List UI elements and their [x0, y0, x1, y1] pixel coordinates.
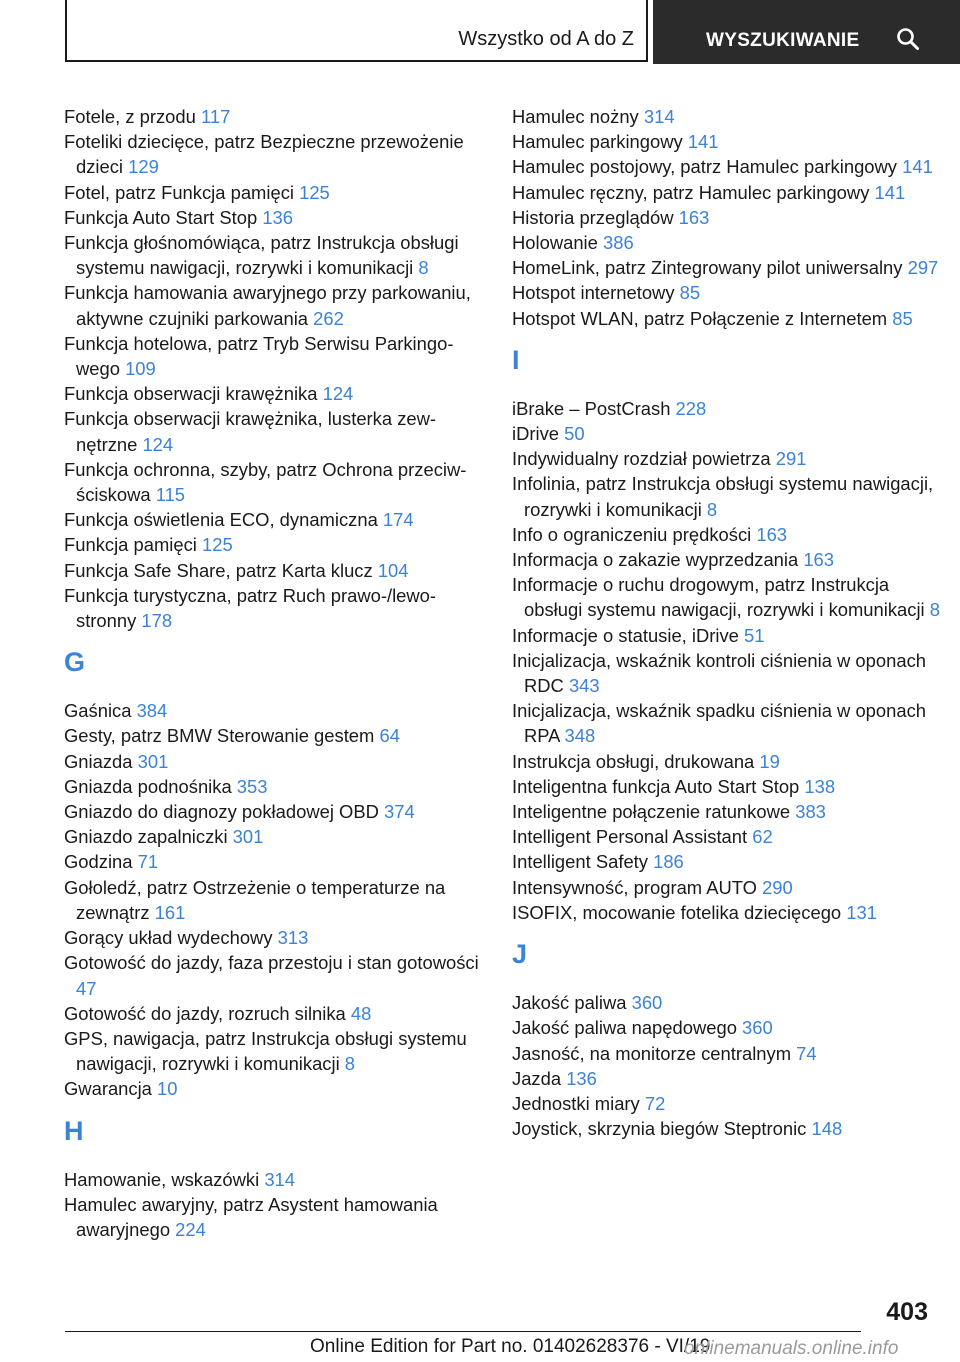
index-entry: [512, 104, 942, 129]
index-page-link[interactable]: 178: [141, 610, 173, 632]
index-page-link[interactable]: 301: [232, 826, 264, 848]
index-entry-text: Intensywność, program AUTO: [512, 876, 763, 898]
index-entry: [512, 1116, 942, 1141]
index-entry-text: Hamulec ręczny, patrz Hamulec parkingowy: [512, 181, 875, 203]
index-entry-text: Informacja o zakazie wyprzedzania: [512, 549, 804, 571]
index-entry-text: Indywidualny rozdział powietrza: [512, 448, 776, 470]
index-entry-text: Funkcja głośnomówiąca, patrz Instrukcja obsługi systemu nawigacji, rozrywki i komunikacji: [64, 232, 459, 279]
index-entry: [512, 396, 942, 421]
index-entry: [64, 1167, 484, 1192]
index-page-link[interactable]: 124: [322, 383, 354, 405]
index-page-link[interactable]: 374: [384, 801, 415, 823]
tab-a-to-z[interactable]: [65, 0, 648, 62]
index-entry: [512, 774, 942, 799]
index-page-link[interactable]: 138: [804, 775, 836, 797]
index-page-link[interactable]: 386: [602, 232, 634, 254]
index-entry: [512, 990, 942, 1015]
index-entry-text: Funkcja hotelowa, patrz Tryb Serwisu Parkingowego: [64, 332, 454, 380]
index-page-link[interactable]: 291: [775, 448, 807, 470]
index-entry: [512, 280, 942, 305]
index-entry-text: Jazda: [512, 1067, 567, 1089]
index-page-link[interactable]: 64: [379, 725, 400, 747]
index-entry-text: Gniazda podnośnika: [64, 775, 237, 797]
index-page-link[interactable]: 47: [76, 977, 97, 999]
index-entry: [512, 648, 942, 698]
index-entry: [512, 129, 942, 154]
index-page-link[interactable]: 131: [846, 901, 877, 923]
index-entry: [512, 1066, 942, 1091]
index-page-link[interactable]: 51: [744, 624, 765, 646]
index-page-link[interactable]: 129: [128, 156, 159, 178]
index-entry: [512, 205, 942, 230]
index-entry-text: Informacje o statusie, iDrive: [512, 624, 745, 646]
index-entry: [64, 950, 484, 1000]
index-entry: [64, 1076, 484, 1101]
index-entry: [64, 925, 484, 950]
index-page-link[interactable]: 74: [796, 1042, 817, 1064]
index-entry-text: Gwarancja: [64, 1078, 158, 1100]
index-entry-text: Gniazdo do diagnozy pokładowej OBD: [64, 801, 384, 823]
index-page-link[interactable]: 8: [706, 498, 718, 520]
index-entry: [512, 471, 942, 521]
index-page-link[interactable]: 384: [136, 700, 168, 722]
index-column-left: [64, 104, 484, 1242]
index-entry-text: Fotel, patrz Funkcja pamięci: [64, 181, 300, 203]
index-page-link[interactable]: 141: [687, 131, 719, 153]
index-page-link[interactable]: 19: [759, 750, 780, 772]
index-entry-text: Hamulec postojowy, patrz Hamulec parkingowy: [512, 156, 903, 178]
index-page-link[interactable]: 383: [795, 801, 826, 823]
index-entry: [64, 230, 484, 280]
index-entry: [64, 331, 484, 381]
index-letter-heading: H: [64, 1115, 84, 1146]
index-page-link[interactable]: 48: [350, 1002, 372, 1024]
index-page-link[interactable]: 228: [675, 397, 707, 419]
index-entry: [512, 180, 942, 205]
page-number: 403: [886, 1298, 928, 1326]
index-entry: [64, 280, 484, 330]
index-page-link[interactable]: 290: [762, 876, 793, 898]
tab-a-to-z-label: Wszystko od A do Z: [458, 28, 634, 50]
index-entry-text: Inicjalizacja, wskaźnik kontroli ciśnienia w oponach RDC: [512, 649, 926, 697]
index-entry-text: Hotspot internetowy: [512, 282, 680, 304]
index-page-link[interactable]: 348: [564, 725, 596, 747]
index-entry: [64, 532, 484, 557]
index-entry: [64, 875, 484, 925]
index-page-link[interactable]: 313: [277, 927, 309, 949]
index-entry: [64, 583, 484, 633]
index-entry: [64, 774, 484, 799]
index-page-link[interactable]: 124: [142, 433, 174, 455]
index-entry: [512, 749, 942, 774]
index-entry: [512, 154, 942, 179]
index-entry-text: Intelligent Safety: [512, 851, 654, 873]
index-page-link[interactable]: 62: [752, 826, 773, 848]
index-entry-text: Inteligentna funkcja Auto Start Stop: [512, 775, 805, 797]
index-page-link[interactable]: 8: [344, 1053, 356, 1075]
index-page-link[interactable]: 10: [157, 1078, 178, 1100]
index-page-link[interactable]: 125: [201, 534, 233, 556]
index-entry-text: Hamulec nożny: [512, 106, 644, 127]
index-entry-text: Intelligent Personal Assistant: [512, 826, 753, 848]
index-page-link[interactable]: 125: [299, 181, 330, 203]
index-column-right: [512, 104, 942, 1141]
index-entry-text: Funkcja pamięci: [64, 534, 202, 556]
index-page-link[interactable]: 163: [756, 523, 788, 545]
index-entry-text: Hamowanie, wskazówki: [64, 1168, 265, 1190]
index-page-link[interactable]: 117: [200, 106, 231, 127]
index-page-link[interactable]: 262: [313, 307, 344, 329]
index-entry: [64, 507, 484, 532]
index-entry-text: Hamulec parkingowy: [512, 131, 688, 153]
index-page-link[interactable]: 136: [262, 206, 294, 228]
index-entry: [512, 849, 942, 874]
index-entry: [512, 446, 942, 471]
index-page-link[interactable]: 141: [902, 156, 933, 178]
index-entry: [512, 547, 942, 572]
index-entry-text: Info o ograniczeniu prędkości: [512, 523, 757, 545]
index-page-link[interactable]: 343: [568, 675, 600, 697]
footer-edition: Online Edition for Part no. 01402628376 - VI/19: [310, 1336, 711, 1357]
index-entry: [64, 799, 484, 824]
index-entry-text: Funkcja ochronna, szyby, patrz Ochrona przeciwściskowa: [64, 458, 467, 506]
index-entry: [64, 180, 484, 205]
index-entry-text: Gorący układ wydechowy: [64, 927, 278, 949]
index-entry-text: Jakość paliwa: [512, 992, 632, 1014]
index-entry: [64, 749, 484, 774]
index-page-link[interactable]: 174: [382, 509, 414, 531]
index-entry: [64, 129, 484, 179]
index-entry-text: Gotowość do jazdy, rozruch silnika: [64, 1002, 351, 1024]
tab-search-label: WYSZUKIWANIE: [706, 30, 860, 51]
index-page-link[interactable]: 8: [929, 599, 940, 621]
index-entry: [64, 205, 484, 230]
index-page-link[interactable]: 224: [175, 1218, 206, 1240]
index-page-link[interactable]: 8: [418, 257, 429, 279]
index-entry: [512, 824, 942, 849]
index-page-link[interactable]: 115: [155, 484, 186, 506]
index-entry-text: Inicjalizacja, wskaźnik spadku ciśnienia w oponach RPA: [512, 700, 927, 747]
index-entry-text: Funkcja oświetlenia ECO, dynamiczna: [64, 509, 383, 531]
index-page-link[interactable]: 85: [892, 307, 913, 329]
index-entry: [512, 255, 942, 280]
index-entry-text: Historia przeglądów: [512, 206, 679, 228]
index-entry-text: Inteligentne połączenie ratunkowe: [512, 801, 796, 823]
index-entry-text: Fotele, z przodu: [64, 106, 201, 127]
index-page-link[interactable]: 297: [907, 257, 939, 279]
index-entry-text: Funkcja Auto Start Stop: [64, 206, 263, 228]
index-entry-text: Gniazdo zapalniczki: [64, 826, 233, 848]
index-entry: [64, 558, 484, 583]
index-entry-text: Gotowość do jazdy, faza przestoju i stan gotowości: [64, 952, 479, 974]
index-page-link[interactable]: 353: [236, 775, 268, 797]
index-entry: [512, 522, 942, 547]
index-entry-text: HomeLink, patrz Zintegrowany pilot uniwersalny: [512, 257, 908, 279]
index-entry-text: Gołoledź, patrz Ostrzeżenie o temperaturze na zewnątrz: [64, 876, 446, 923]
index-entry: [64, 723, 484, 748]
index-entry-text: Gesty, patrz BMW Sterowanie gestem: [64, 725, 380, 747]
index-page-link[interactable]: 360: [742, 1017, 773, 1039]
index-page-link[interactable]: 314: [643, 106, 675, 127]
index-entry: [512, 875, 942, 900]
index-entry-text: Joystick, skrzynia biegów Steptronic: [512, 1118, 812, 1140]
index-entry: [512, 421, 942, 446]
index-entry: [64, 824, 484, 849]
index-entry-text: Hamulec awaryjny, patrz Asystent hamowania awaryjnego: [64, 1193, 438, 1240]
index-entry: [64, 849, 484, 874]
index-entry: [512, 799, 942, 824]
index-letter-heading: J: [512, 939, 528, 970]
index-entry-text: iBrake – PostCrash: [512, 397, 676, 419]
index-page-link[interactable]: 163: [803, 549, 835, 571]
index-entry-text: Jednostki miary: [512, 1092, 645, 1114]
index-entry: [64, 381, 484, 406]
index-entry: [512, 1091, 942, 1116]
index-entry-text: iDrive: [512, 423, 565, 445]
index-page-link[interactable]: 148: [811, 1118, 843, 1140]
index-entry-text: Funkcja Safe Share, patrz Karta klucz: [64, 559, 378, 581]
index-entry-text: Infolinia, patrz Instrukcja obsługi systemu nawigacji, rozrywki i komunikacji: [512, 473, 934, 520]
index-entry-text: Holowanie: [512, 232, 603, 254]
footer-watermark: onlinemanuals.online.info: [684, 1338, 899, 1359]
index-entry: [512, 572, 942, 622]
index-entry: [64, 1001, 484, 1026]
index-entry-text: Godzina: [64, 851, 138, 873]
index-page-link[interactable]: 314: [264, 1168, 296, 1190]
index-page-link[interactable]: 141: [874, 181, 906, 203]
index-entry: [64, 406, 484, 456]
index-page-link[interactable]: 161: [154, 901, 186, 923]
index-entry: [512, 306, 942, 331]
index-entry: [512, 623, 942, 648]
index-entry-text: GPS, nawigacja, patrz Instrukcja obsługi systemu nawigacji, rozrywki i komunikacji: [64, 1027, 467, 1075]
header-bar: [65, 0, 960, 64]
index-page-link[interactable]: 301: [137, 750, 169, 772]
index-entry-text: Jasność, na monitorze centralnym: [512, 1042, 797, 1064]
index-page-link[interactable]: 71: [137, 851, 159, 873]
index-entry: [64, 457, 484, 507]
index-entry-text: Instrukcja obsługi, drukowana: [512, 750, 760, 772]
index-entry-text: ISOFIX, mocowanie fotelika dziecięcego: [512, 901, 847, 923]
index-entry: [512, 1041, 942, 1066]
search-icon: [896, 27, 920, 51]
index-entry-text: Hotspot WLAN, patrz Połączenie z Internetem: [512, 307, 893, 329]
index-entry-text: Funkcja obserwacji krawężnika: [64, 383, 323, 405]
index-entry: [512, 230, 942, 255]
index-entry: [512, 1015, 942, 1040]
index-entry-text: Funkcja hamowania awaryjnego przy parkowaniu, aktywne czujniki parkowania: [64, 282, 471, 329]
index-letter-heading: I: [512, 344, 520, 375]
index-entry-text: Funkcja obserwacji krawężnika, lusterka zewnętrzne: [64, 408, 437, 455]
index-page-link[interactable]: 186: [653, 851, 684, 873]
tab-search[interactable]: [653, 0, 960, 64]
index-entry: [64, 104, 484, 129]
index-entry-text: Jakość paliwa napędowego: [512, 1017, 743, 1039]
index-entry-text: Foteliki dziecięce, patrz Bezpieczne przewożenie dzieci: [64, 131, 464, 178]
index-page-link[interactable]: 136: [566, 1067, 597, 1089]
index-page-link[interactable]: 72: [644, 1092, 666, 1114]
index-entry: [512, 900, 942, 925]
index-page-link[interactable]: 163: [678, 206, 710, 228]
index-entry: [512, 698, 942, 748]
index-page-link[interactable]: 360: [631, 992, 663, 1014]
index-entry-text: Gaśnica: [64, 700, 137, 722]
index-page-link[interactable]: 85: [679, 282, 701, 304]
index-entry: [64, 1026, 484, 1076]
index-letter-heading: G: [64, 647, 86, 678]
index-page-link[interactable]: 104: [377, 559, 409, 581]
index-page-link[interactable]: 109: [125, 358, 156, 380]
index-entry-text: Funkcja turystyczna, patrz Ruch prawo-/lewostronny: [64, 584, 437, 632]
index-entry: [64, 698, 484, 723]
index-page-link[interactable]: 50: [564, 423, 585, 445]
index-entry: [64, 1192, 484, 1242]
index-entry-text: Informacje o ruchu drogowym, patrz Instrukcja obsługi systemu nawigacji, rozrywki i komunikacji: [512, 574, 930, 621]
footer-divider: [65, 1331, 861, 1332]
index-entry-text: Gniazda: [64, 750, 138, 772]
